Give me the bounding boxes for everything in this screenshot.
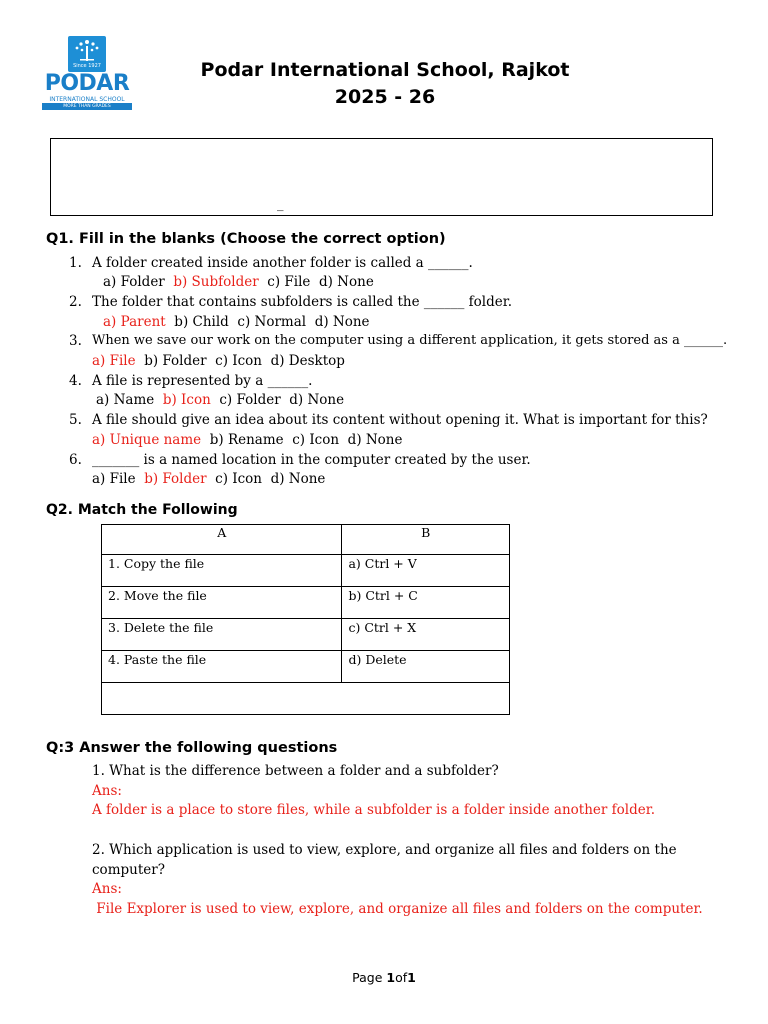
q3-heading: Q:3 Answer the following questions — [46, 740, 338, 756]
q1-item-1-number: 1. — [69, 255, 82, 271]
option-d: d) None — [270, 471, 326, 487]
cell-b: b) Ctrl + C — [342, 587, 510, 619]
student-info-box — [50, 138, 713, 216]
page-label: Page — [352, 970, 387, 985]
table-row — [102, 619, 510, 651]
option-c: c) Icon — [215, 353, 262, 369]
logo-subtitle: INTERNATIONAL SCHOOL — [49, 96, 125, 103]
q3-item-1-answer: A folder is a place to store files, while a subfolder is a folder inside another folder. — [92, 802, 655, 818]
q1-item-4-question: A file is represented by a ______. — [92, 373, 313, 389]
empty-merged-cell — [102, 683, 510, 715]
tree-icon — [68, 36, 106, 64]
option-a-correct: a) Parent — [103, 314, 166, 330]
logo-tree-icon — [68, 36, 106, 72]
option-d: d) None — [318, 274, 374, 290]
q1-heading: Q1. Fill in the blanks (Choose the correct option) — [46, 231, 446, 247]
option-b: b) Child — [174, 314, 229, 330]
q1-item-3-number: 3. — [69, 333, 82, 349]
q3-item-2-ans-label: Ans: — [92, 881, 122, 897]
logo-tagline: MORE THAN GRADES — [42, 103, 132, 110]
q1-item-4-options — [96, 391, 344, 409]
q1-item-4-number: 4. — [69, 373, 82, 389]
school-logo — [40, 36, 134, 110]
q1-item-5-number: 5. — [69, 412, 82, 428]
option-c: c) Normal — [237, 314, 307, 330]
table-header-row — [102, 525, 510, 555]
q1-item-2-question: The folder that contains subfolders is called the ______ folder. — [92, 294, 513, 310]
q1-item-2-number: 2. — [69, 294, 82, 310]
q2-heading: Q2. Match the Following — [46, 502, 238, 518]
option-c: c) Icon — [292, 432, 340, 448]
cell-a: 4. Paste the file — [102, 651, 342, 683]
option-d: d) Desktop — [270, 353, 345, 369]
option-d: d) None — [347, 432, 403, 448]
q1-item-1-question: A folder created inside another folder is called a ______. — [92, 255, 473, 271]
table-row — [102, 555, 510, 587]
column-a-header: A — [102, 525, 342, 555]
q3-item-1-ans-label: Ans: — [92, 783, 122, 799]
cell-b: d) Delete — [342, 651, 510, 683]
cell-a: 3. Delete the file — [102, 619, 342, 651]
q1-item-1-options — [103, 273, 374, 291]
cell-b: a) Ctrl + V — [342, 555, 510, 587]
cell-b: c) Ctrl + X — [342, 619, 510, 651]
q1-item-6-number: 6. — [69, 452, 82, 468]
q1-item-6-question: _______ is a named location in the computer created by the user. — [92, 452, 531, 468]
total-pages: 1 — [407, 970, 416, 985]
of-label: of — [395, 970, 408, 985]
option-a-correct: a) Unique name — [92, 432, 202, 448]
option-d: d) None — [289, 392, 345, 408]
info-box-mark: _ — [277, 197, 284, 212]
option-a: a) Name — [96, 392, 155, 408]
q3-item-2-answer: File Explorer is used to view, explore, and organize all files and folders on the computer. — [92, 901, 703, 917]
match-table — [101, 524, 510, 715]
option-a: a) File — [92, 471, 136, 487]
current-page: 1 — [386, 970, 396, 985]
q1-item-3-options — [92, 352, 345, 370]
q3-item-2-question-line1: 2. Which application is used to view, explore, and organize all files and folders on the — [92, 842, 677, 858]
column-b-header: B — [342, 525, 510, 555]
page-number-footer — [0, 970, 768, 985]
option-a-correct: a) File — [92, 353, 136, 369]
option-b: b) Rename — [209, 432, 284, 448]
q1-item-2-options — [103, 313, 370, 331]
option-b-correct: b) Folder — [144, 471, 207, 487]
q1-item-5-options — [92, 431, 403, 449]
q1-item-3-question: When we save our work on the computer using a different application, it gets stored as a ______. — [92, 333, 728, 348]
logo-name: PODAR — [44, 71, 130, 96]
option-a: a) Folder — [103, 274, 165, 290]
option-c: c) Icon — [215, 471, 262, 487]
option-c: c) File — [267, 274, 311, 290]
logo-since-text: Since 1927 — [73, 63, 101, 69]
cell-a: 1. Copy the file — [102, 555, 342, 587]
q1-item-6-options — [92, 470, 325, 488]
option-b-correct: b) Icon — [162, 392, 211, 408]
school-title: Podar International School, Rajkot — [200, 59, 570, 81]
q3-item-1-question: 1. What is the difference between a folder and a subfolder? — [92, 763, 499, 779]
q3-item-2-question-line2: computer? — [92, 862, 165, 878]
option-b-correct: b) Subfolder — [173, 274, 259, 290]
cell-a: 2. Move the file — [102, 587, 342, 619]
option-b: b) Folder — [144, 353, 207, 369]
option-d: d) None — [314, 314, 370, 330]
table-row — [102, 587, 510, 619]
table-row — [102, 651, 510, 683]
academic-year: 2025 - 26 — [334, 86, 436, 108]
table-empty-row — [102, 683, 510, 715]
q1-item-5-question: A file should give an idea about its content without opening it. What is important for this? — [92, 412, 708, 428]
option-c: c) Folder — [219, 392, 281, 408]
